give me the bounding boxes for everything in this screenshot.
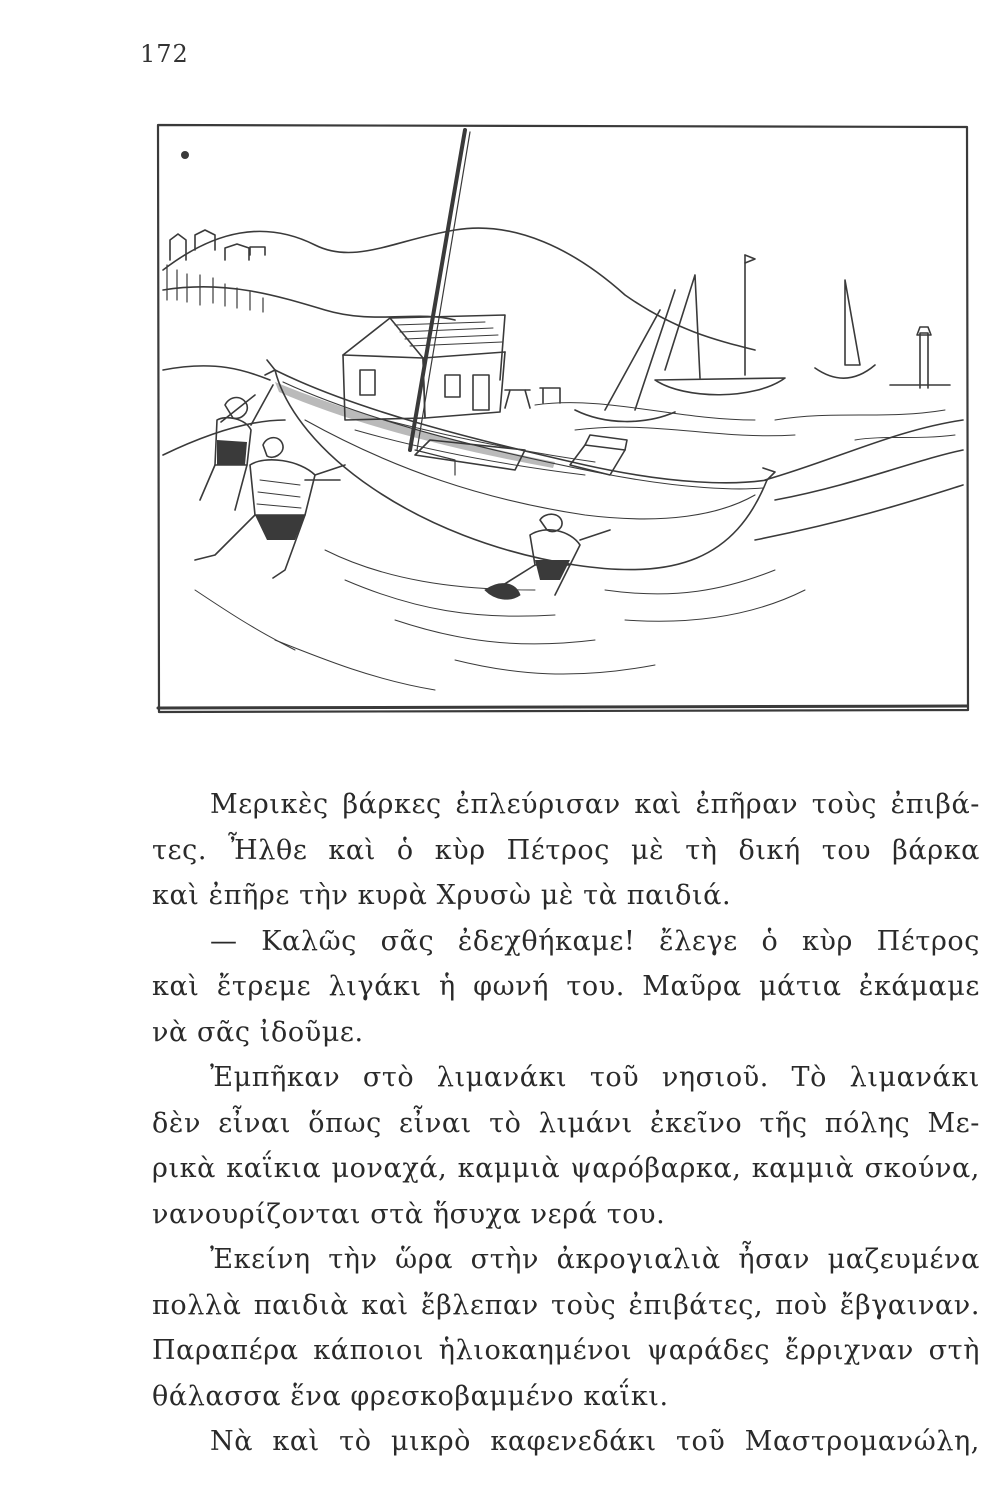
page-number: 172	[140, 40, 189, 68]
text-body	[152, 782, 980, 1465]
text-line: Νὰ καὶ τὸ μικρὸ καφενεδάκι τοῦ Μαστρομανώλη,	[210, 1426, 980, 1457]
text-line: Μερικὲς βάρκες ἐπλεύρισαν καὶ ἐπῆραν τοὺς ἐπιβά-	[210, 789, 980, 820]
harbor-scene-drawing	[155, 120, 970, 715]
text-line: καὶ ἔτρεμε λιγάκι ἡ φωνή του. Μαῦρα μάτια ἐκάμαμε	[152, 971, 980, 1002]
text-line: — Καλῶς σᾶς ἐδεχθήκαμε! ἔλεγε ὁ κὺρ Πέτρος	[210, 925, 980, 957]
text-line: καὶ ἐπῆρε τὴν κυρὰ Χρυσὼ μὲ τὰ παιδιά.	[152, 880, 732, 911]
text-line: ρικὰ καΐκια μοναχά, καμμιὰ ψαρόβαρκα, καμμιὰ σκούνα,	[152, 1153, 980, 1184]
text-line: πολλὰ παιδιὰ καὶ ἔβλεπαν τοὺς ἐπιβάτες, ποὺ ἔβγαιναν.	[152, 1289, 980, 1321]
text-line: τες. Ἦλθε καὶ ὁ κὺρ Πέτρος μὲ τὴ δική του βάρκα	[152, 834, 980, 866]
boat-illustration	[155, 120, 970, 715]
text-line: νὰ σᾶς ἰδοῦμε.	[152, 1016, 364, 1048]
text-line: νανουρίζονται στὰ ἥσυχα νερά του.	[152, 1198, 666, 1230]
text-line: Ἐκείνη τὴν ὥρα στὴν ἀκρογιαλιὰ ἦσαν μαζευμένα	[210, 1244, 980, 1275]
text-line: Ἐμπῆκαν στὸ λιμανάκι τοῦ νησιοῦ. Τὸ λιμανάκι	[210, 1062, 980, 1093]
text-line: Παραπέρα κάποιοι ἡλιοκαημένοι ψαράδες ἔρριχναν στὴ	[152, 1335, 980, 1366]
text-line: θάλασσα ἕνα φρεσκοβαμμένο καΐκι.	[152, 1380, 669, 1412]
text-line: δὲν εἶναι ὅπως εἶναι τὸ λιμάνι ἐκεῖνο τῆς πόλης Με-	[152, 1107, 980, 1139]
